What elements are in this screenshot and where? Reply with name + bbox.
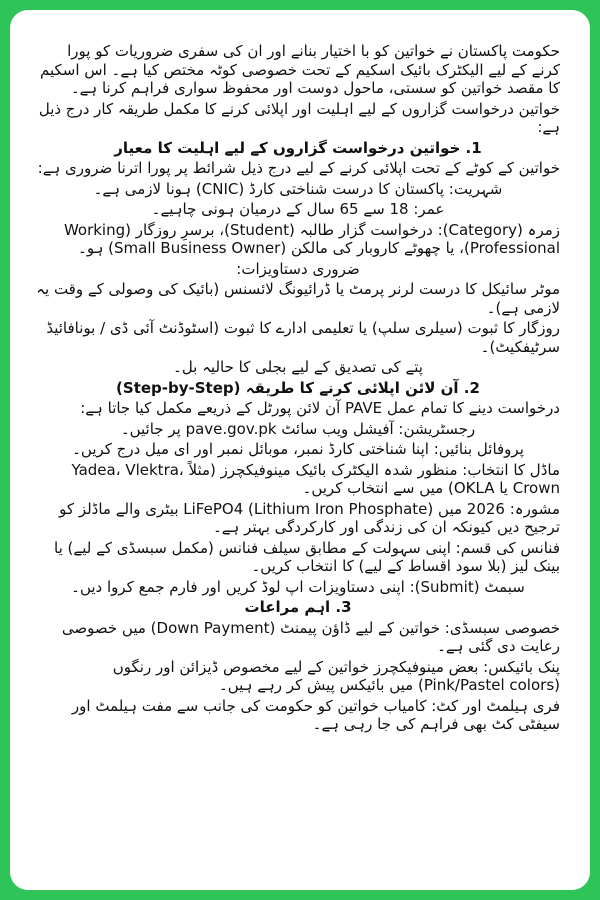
intro-paragraph: حکومت پاکستان نے خواتین کو با اختیار بنانے اور ان کی سفری ضروریات کو پورا کرنے کے لیے الیکٹرک بائیک اسکیم کے تحت خصوصی کوٹہ مختص کیا ہے۔ اس اسکیم کا مقصد خواتین کو سستی، ماحول دوست اور محفوظ سواری فراہم کرنا ہے۔: [40, 42, 560, 97]
model-step: ماڈل کا انتخاب: منظور شدہ الیکٹرک بائیک مینوفیکچرز (مثلاً Yadea، Vlektra، Crown یا OKLA) میں سے انتخاب کریں۔: [71, 460, 560, 497]
age-item: عمر: 18 سے 65 سال کے درمیان ہونی چاہیے۔: [151, 200, 445, 218]
section-2-heading: 2. آن لائن اپلائی کرنے کا طریقہ (Step-by-Step): [116, 378, 480, 397]
steps-intro: خواتین درخواست گزاروں کے لیے اہلیت اور اپلائی کرنے کا مکمل طریقہ کار درج ذیل ہے:: [38, 99, 560, 136]
subsidy-item: خصوصی سبسڈی: خواتین کے لیے ڈاؤن پیمنٹ (Down Payment) میں خصوصی رعایت دی گئی ہے۔: [61, 618, 560, 655]
section-1-heading: 1. خواتین درخواست گزاروں کے لیے اہلیت کا معیار: [114, 138, 482, 157]
pink-bikes-item: پنک بائیکس: بعض مینوفیکچرز خواتین کے لیے مخصوص ڈیزائن اور رنگوں (Pink/Pastel colors) میں بائیکس پیش کر رہے ہیں۔: [112, 657, 560, 694]
doc-license-item: موٹر سائیکل کا درست لرنر پرمٹ یا ڈرائیونگ لائسنس (بائیک کی وصولی کے وقت یہ لازمی ہے)۔: [36, 280, 560, 317]
advice-note: مشورہ: 2026 میں LiFePO4 (Lithium Iron Phosphate) بیٹری والے ماڈلز کو ترجیح دیں کیونکہ ان کی زندگی اور کارکردگی بہتر ہے۔: [59, 499, 560, 536]
citizenship-item: شہریت: پاکستان کا درست شناختی کارڈ (CNIC) ہونا لازمی ہے۔: [93, 179, 503, 198]
submit-step: سبمٹ (Submit): اپنی دستاویزات اپ لوڈ کریں اور فارم جمع کروا دیں۔: [71, 577, 525, 596]
finance-step: فنانس کی قسم: اپنی سہولت کے مطابق سیلف فنانس (مکمل سبسڈی کے لیے) یا بینک لیز (بلا سود اقساط کے لیے) کا انتخاب کریں۔: [54, 538, 560, 575]
section-3-heading: 3. اہم مراعات: [244, 598, 352, 616]
registration-step: رجسٹریشن: آفیشل ویب سائٹ pave.gov.pk پر جائیں۔: [120, 419, 476, 438]
article-card: [10, 10, 590, 890]
documents-heading: ضروری دستاویزات:: [236, 259, 360, 278]
helmet-kit-item: فری ہیلمٹ اور کٹ: کامیاب خواتین کو حکومت کی جانب سے مفت ہیلمٹ اور سیفٹی کٹ بھی فراہم کی جا رہی ہے۔: [71, 696, 560, 733]
doc-employment-item: روزگار کا ثبوت (سیلری سلپ) یا تعلیمی ادارے کا ثبوت (اسٹوڈنٹ آئی ڈی / بونافائیڈ سرٹیفکیٹ)۔: [46, 319, 560, 356]
profile-step: پروفائل بنائیں: اپنا شناختی کارڈ نمبر، موبائل نمبر اور ای میل درج کریں۔: [72, 440, 524, 458]
doc-address-item: پتے کی تصدیق کے لیے بجلی کا حالیہ بل۔: [173, 358, 423, 376]
eligibility-intro: خواتین کے کوٹے کے تحت اپلائی کرنے کے لیے درج ذیل شرائط پر پورا اترنا ضروری ہے:: [37, 159, 560, 177]
category-item: زمرہ (Category): درخواست گزار طالبہ (Student)، برسرِ روزگار (Working Professional)، یا چھوٹے کاروبار کی مالکن (Small Business Owner) ہو۔: [63, 220, 560, 257]
process-intro: درخواست دینے کا تمام عمل PAVE آن لائن پورٹل کے ذریعے مکمل کیا جاتا ہے:: [80, 399, 560, 417]
